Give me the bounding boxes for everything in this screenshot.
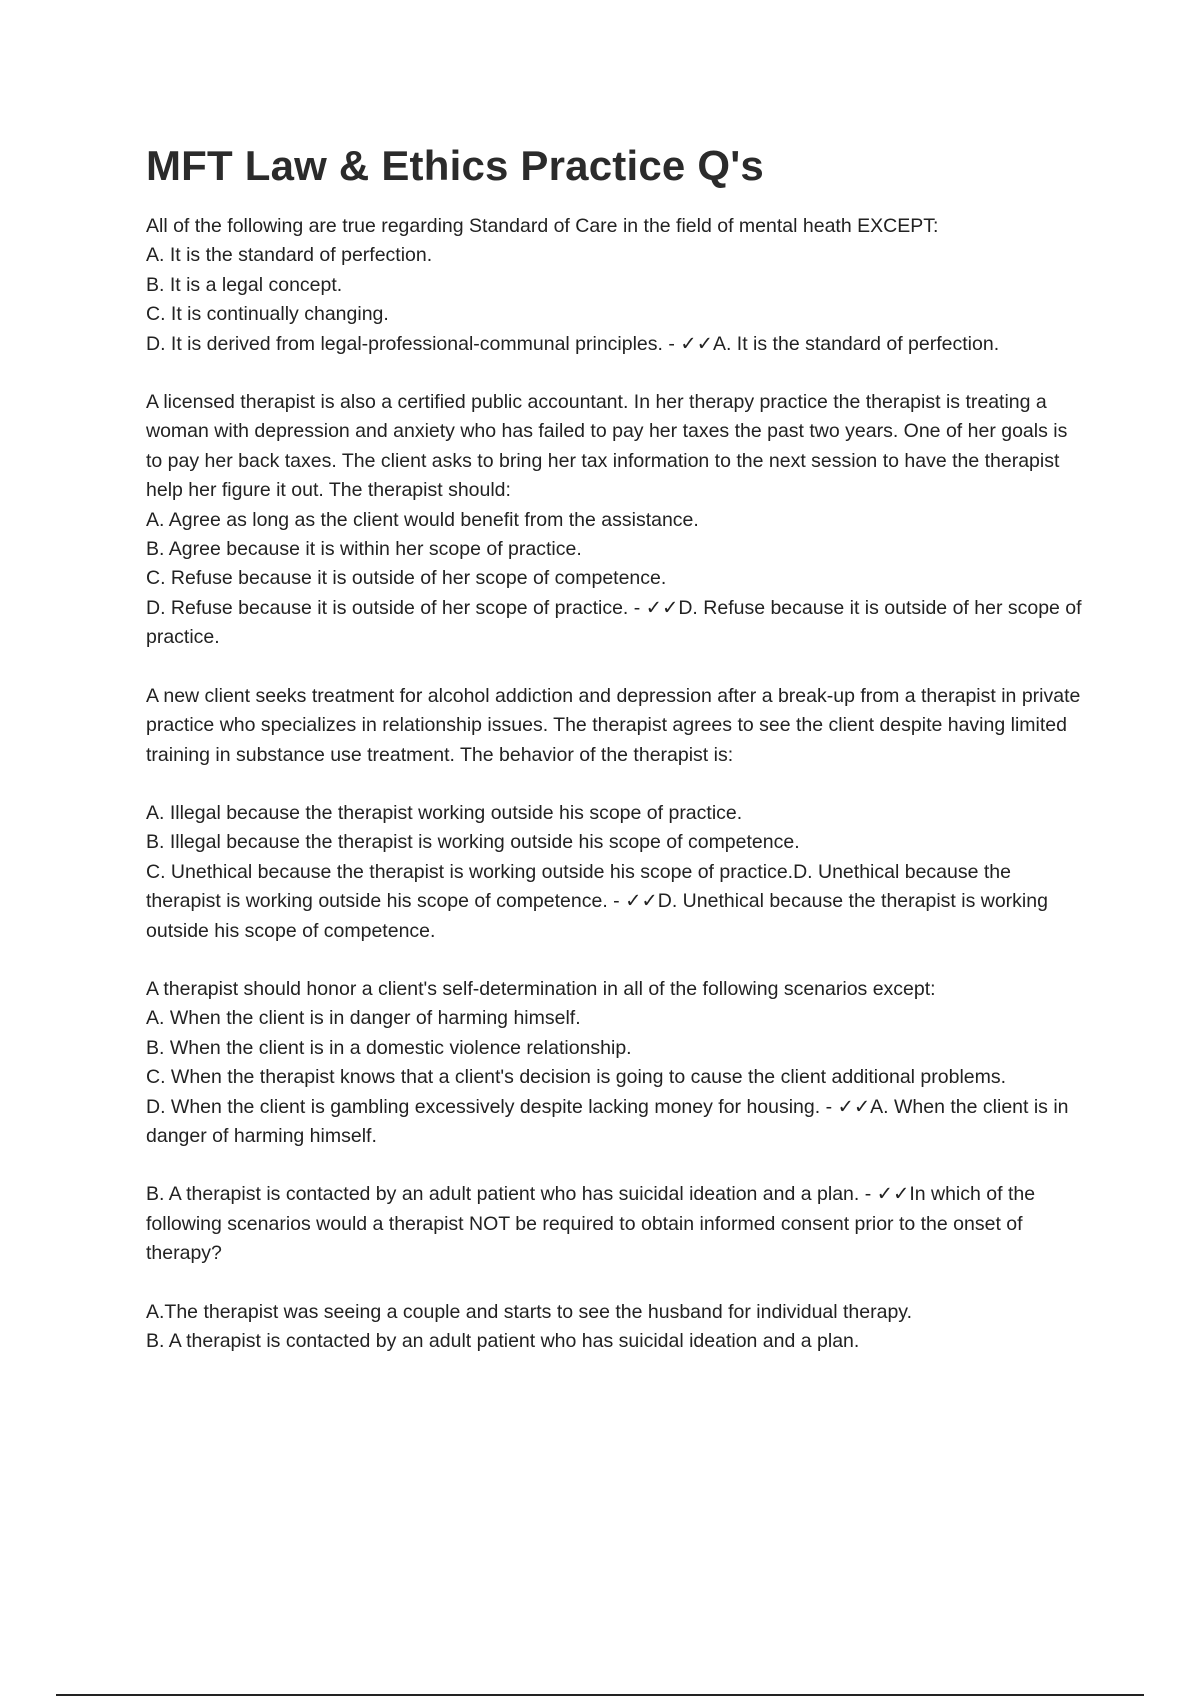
- answer-option: B. Agree because it is within her scope of practice.: [146, 538, 582, 561]
- question-block-1: [146, 212, 1086, 359]
- question-text: A new client seeks treatment for alcohol addiction and depression after a break-up from a therapist in private practice who specializes in relationship issues. The therapist agrees to see the client despite having limited training in substance use treatment. The behavior of the therapist is:: [146, 684, 1081, 766]
- answer-option: B. It is a legal concept.: [146, 273, 343, 296]
- answer-option: A. Agree as long as the client would benefit from the assistance.: [146, 508, 699, 531]
- question-text: A licensed therapist is also a certified public accountant. In her therapy practice the therapist is treating a woman with depression and anxiety who has failed to pay her taxes the past two years. One of her goals is to pay her back taxes. The client asks to bring her tax information to the next session to have the therapist help her figure it out. The therapist should:: [146, 391, 1068, 502]
- answer-option: A. It is the standard of perfection.: [146, 244, 433, 267]
- answer-option: A. Illegal because the therapist working outside his scope of practice.: [146, 801, 743, 824]
- answer-option: C. It is continually changing.: [146, 303, 389, 326]
- question-block-2: [146, 388, 1086, 653]
- question-text: All of the following are true regarding Standard of Care in the field of mental heath EXCEPT:: [146, 215, 939, 237]
- question-block-5: [146, 1180, 1086, 1268]
- question-block-5-options: [146, 1298, 1086, 1357]
- answer-option: B. A therapist is contacted by an adult patient who has suicidal ideation and a plan.: [146, 1330, 860, 1352]
- question-block-3-options: [146, 799, 1086, 946]
- answer-option: B. When the client is in a domestic violence relationship.: [146, 1036, 632, 1059]
- answer-option: A. When the client is in danger of harming himself.: [146, 1007, 581, 1030]
- answer-option-with-key: D. When the client is gambling excessively despite lacking money for housing. - ✓✓A. When the client is in danger of harming himself.: [146, 1095, 1069, 1147]
- answer-option-with-key: C. Unethical because the therapist is working outside his scope of practice.D. Unethical because the therapist is working outside his scope of competence. - ✓✓D. Unethical because the therapist is working outside his scope of competence.: [146, 860, 1048, 942]
- answer-option-with-key: D. It is derived from legal-professional-communal principles. - ✓✓A. It is the standard of perfection.: [146, 332, 1000, 355]
- question-block-4: [146, 975, 1086, 1151]
- question-text-with-key: B. A therapist is contacted by an adult patient who has suicidal ideation and a plan. - ✓✓In which of the following scenarios would a therapist NOT be required to obtain informed consent prior to the onset of therapy?: [146, 1183, 1036, 1265]
- answer-option: C. Refuse because it is outside of her scope of competence.: [146, 567, 667, 590]
- answer-option: A.The therapist was seeing a couple and starts to see the husband for individual therapy.: [146, 1300, 913, 1323]
- document-title: MFT Law & Ethics Practice Q's: [146, 142, 764, 189]
- answer-option-with-key: D. Refuse because it is outside of her scope of practice. - ✓✓D. Refuse because it is outside of her scope of practice.: [146, 596, 1082, 649]
- answer-option: B. Illegal because the therapist is working outside his scope of competence.: [146, 831, 800, 854]
- page-bottom-divider: [56, 1694, 1144, 1696]
- document-page: [146, 140, 1086, 1385]
- question-block-3: [146, 682, 1086, 770]
- answer-option: C. When the therapist knows that a client's decision is going to cause the client additional problems.: [146, 1066, 1007, 1089]
- question-text: A therapist should honor a client's self-determination in all of the following scenarios except:: [146, 977, 936, 1000]
